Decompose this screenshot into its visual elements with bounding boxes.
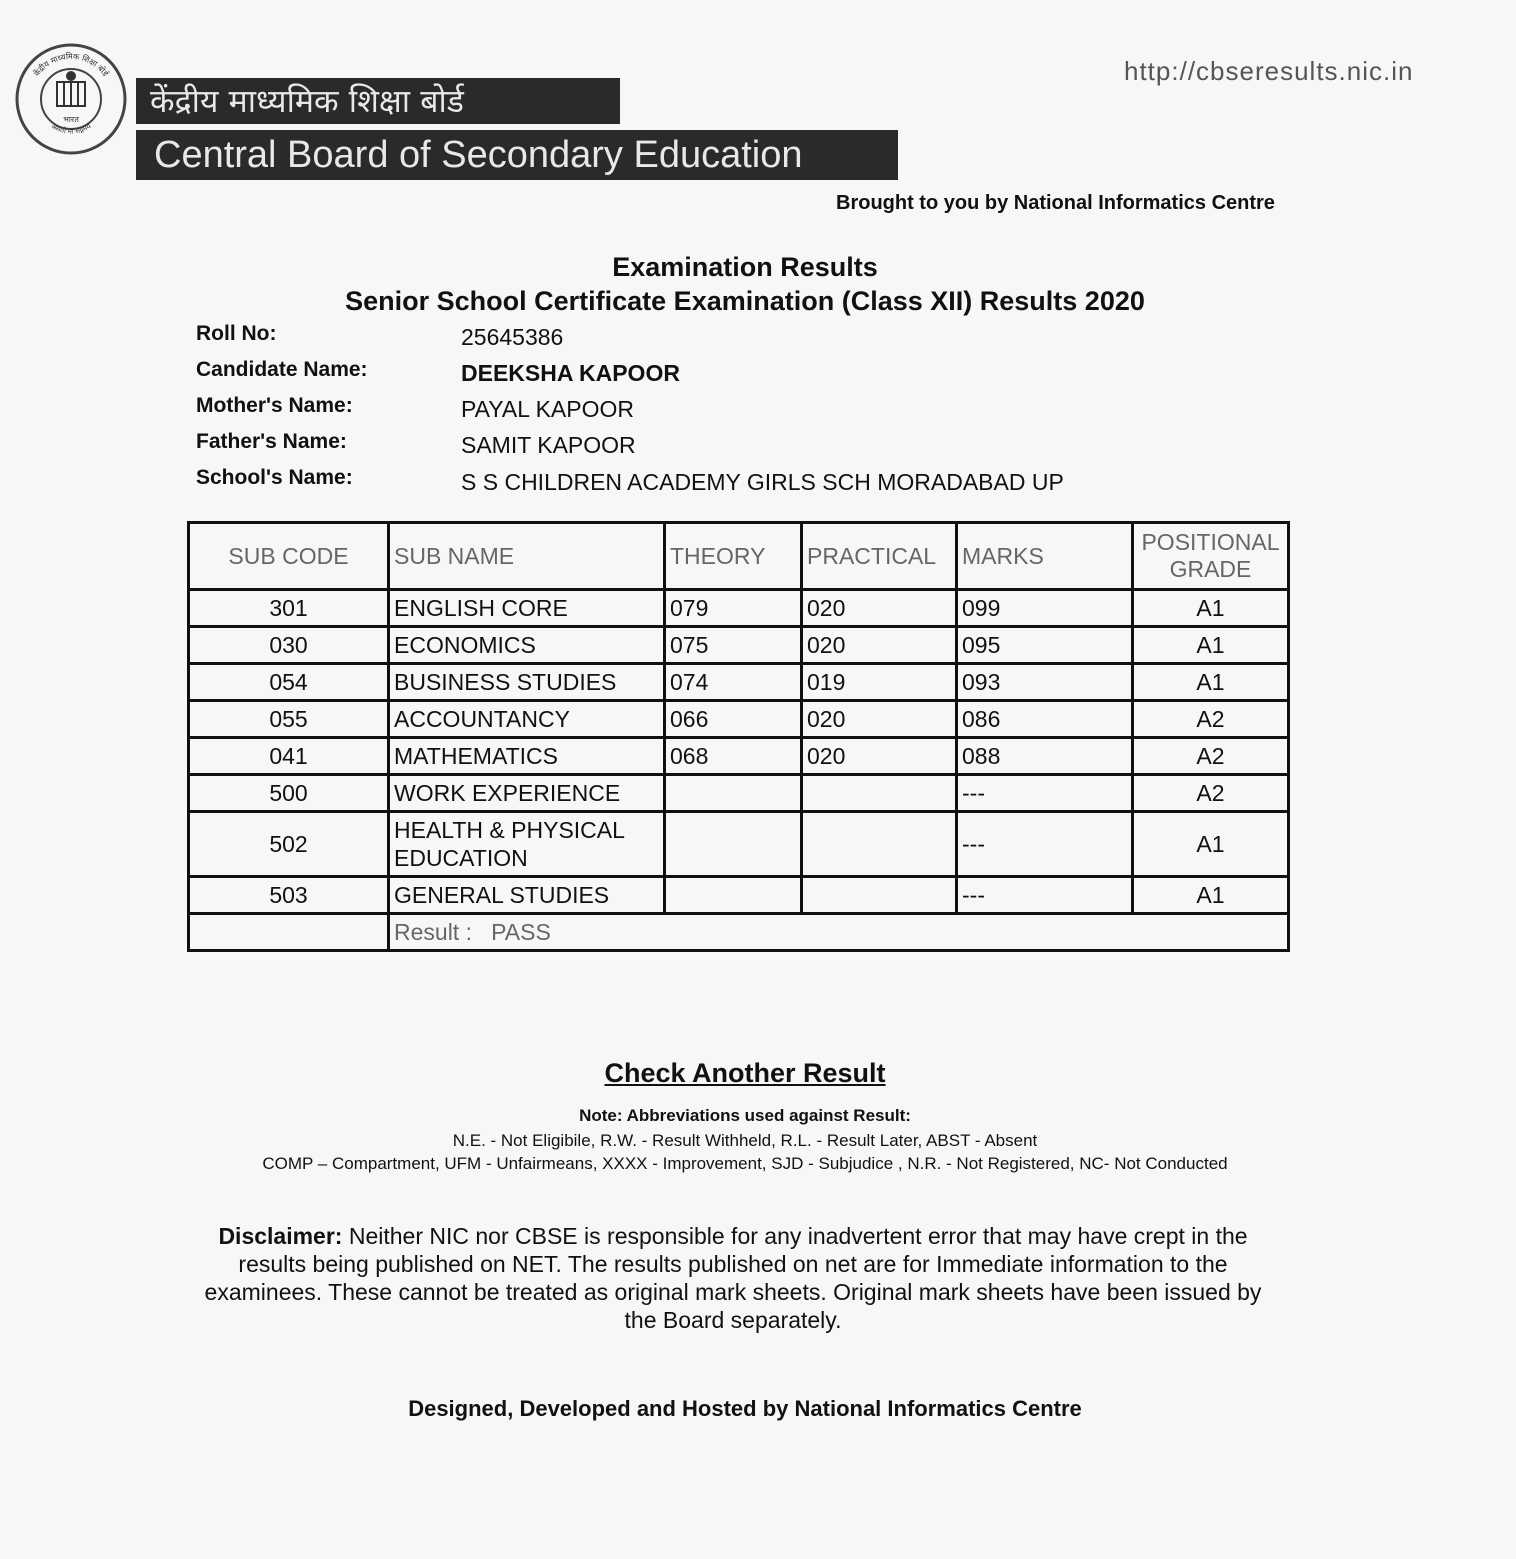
cbse-emblem-logo xyxy=(14,42,128,156)
header-sub-name: SUB NAME xyxy=(389,523,665,590)
designed-by-text: Designed, Developed and Hosted by National Informatics Centre xyxy=(408,1396,1082,1421)
sub-name: GENERAL STUDIES xyxy=(389,877,665,914)
sub-name: WORK EXPERIENCE xyxy=(389,775,665,812)
sub-name: ENGLISH CORE xyxy=(389,590,665,627)
practical-marks: 020 xyxy=(802,701,957,738)
practical-marks xyxy=(802,877,957,914)
check-another-result-link[interactable]: Check Another Result xyxy=(604,1058,886,1088)
sub-name: BUSINESS STUDIES xyxy=(389,664,665,701)
header-positional-grade xyxy=(1133,523,1289,590)
sub-code: 503 xyxy=(189,877,389,914)
brought-by-text: Brought to you by National Informatics Centre xyxy=(836,192,1275,214)
sub-name: ECONOMICS xyxy=(389,627,665,664)
header-grade: GRADE xyxy=(1169,556,1252,582)
candidate-name-value: DEEKSHA KAPOOR xyxy=(461,360,680,386)
sub-code: 041 xyxy=(189,738,389,775)
school-name-value: S S CHILDREN ACADEMY GIRLS SCH MORADABAD UP xyxy=(461,469,1064,495)
disclaimer-label: Disclaimer: xyxy=(218,1223,343,1249)
disclaimer xyxy=(186,1222,1280,1334)
sub-code: 030 xyxy=(189,627,389,664)
table-header-row xyxy=(189,523,1289,590)
result-cell xyxy=(389,914,1289,951)
roll-label: Roll No: xyxy=(196,322,277,345)
total-marks: 086 xyxy=(957,701,1133,738)
disclaimer-text: Neither NIC nor CBSE is responsible for any inadvertent error that may have crept in the results being published on NET. The results published on net are for Immediate information to the examinees. These cannot be treated as original mark sheets. Original mark sheets have been issued by the Board separately. xyxy=(204,1223,1262,1333)
header-positional: POSITIONAL xyxy=(1141,529,1280,555)
sub-code: 054 xyxy=(189,664,389,701)
total-marks: --- xyxy=(957,812,1133,877)
total-marks: 095 xyxy=(957,627,1133,664)
sub-name: HEALTH & PHYSICAL EDUCATION xyxy=(389,812,665,877)
total-marks: 088 xyxy=(957,738,1133,775)
theory-marks: 066 xyxy=(665,701,802,738)
positional-grade: A2 xyxy=(1133,775,1289,812)
positional-grade: A1 xyxy=(1133,664,1289,701)
table-row xyxy=(189,664,1289,701)
school-name-label: School's Name: xyxy=(196,466,353,489)
theory-marks: 075 xyxy=(665,627,802,664)
positional-grade: A1 xyxy=(1133,627,1289,664)
board-name-hindi: केंद्रीय माध्यमिक शिक्षा बोर्ड xyxy=(136,78,620,124)
theory-marks: 079 xyxy=(665,590,802,627)
exam-title: Examination Results xyxy=(612,252,878,282)
positional-grade: A1 xyxy=(1133,812,1289,877)
practical-marks xyxy=(802,775,957,812)
note-line-2: COMP – Compartment, UFM - Unfairmeans, XXXX - Improvement, SJD - Subjudice , N.R. - Not Registered, NC- Not Conducted xyxy=(262,1154,1228,1173)
site-url: http://cbseresults.nic.in xyxy=(1124,56,1414,86)
theory-marks: 074 xyxy=(665,664,802,701)
father-name-value: SAMIT KAPOOR xyxy=(461,432,636,458)
total-marks: 093 xyxy=(957,664,1133,701)
positional-grade: A1 xyxy=(1133,877,1289,914)
roll-value: 25645386 xyxy=(461,324,564,350)
table-row xyxy=(189,877,1289,914)
table-row xyxy=(189,775,1289,812)
emblem-text-bottom: असतो मा सद्गमय xyxy=(49,122,93,136)
results-table xyxy=(187,521,1290,952)
candidate-name-label: Candidate Name: xyxy=(196,358,368,381)
sub-code: 301 xyxy=(189,590,389,627)
note-title: Note: Abbreviations used against Result: xyxy=(579,1106,911,1125)
total-marks: --- xyxy=(957,775,1133,812)
positional-grade: A2 xyxy=(1133,701,1289,738)
father-name-label: Father's Name: xyxy=(196,430,347,453)
practical-marks: 020 xyxy=(802,738,957,775)
theory-marks: 068 xyxy=(665,738,802,775)
emblem-text-top: केंद्रीय माध्यमिक शिक्षा बोर्ड xyxy=(32,51,110,79)
note-line-1: N.E. - Not Eligibile, R.W. - Result Withheld, R.L. - Result Later, ABST - Absent xyxy=(452,1131,1038,1150)
header-marks: MARKS xyxy=(957,523,1133,590)
board-name-english: Central Board of Secondary Education xyxy=(136,130,898,180)
header-practical: PRACTICAL xyxy=(802,523,957,590)
result-row xyxy=(189,914,1289,951)
theory-marks xyxy=(665,812,802,877)
emblem-text-mid: भारत xyxy=(63,115,79,124)
header-sub-code: SUB CODE xyxy=(189,523,389,590)
practical-marks: 020 xyxy=(802,627,957,664)
table-row xyxy=(189,590,1289,627)
result-label: Result : xyxy=(394,918,472,945)
sub-code: 500 xyxy=(189,775,389,812)
sub-code: 502 xyxy=(189,812,389,877)
sub-code: 055 xyxy=(189,701,389,738)
mother-name-value: PAYAL KAPOOR xyxy=(461,396,634,422)
table-row xyxy=(189,701,1289,738)
practical-marks: 020 xyxy=(802,590,957,627)
result-value: PASS xyxy=(491,918,551,945)
exam-subtitle: Senior School Certificate Examination (Class XII) Results 2020 xyxy=(345,286,1145,316)
practical-marks xyxy=(802,812,957,877)
positional-grade: A1 xyxy=(1133,590,1289,627)
mother-name-label: Mother's Name: xyxy=(196,394,353,417)
sub-name: ACCOUNTANCY xyxy=(389,701,665,738)
theory-marks xyxy=(665,775,802,812)
sub-name: MATHEMATICS xyxy=(389,738,665,775)
theory-marks xyxy=(665,877,802,914)
positional-grade: A2 xyxy=(1133,738,1289,775)
practical-marks: 019 xyxy=(802,664,957,701)
result-empty-cell xyxy=(189,914,389,951)
total-marks: --- xyxy=(957,877,1133,914)
table-row xyxy=(189,812,1289,877)
table-row xyxy=(189,627,1289,664)
header-theory: THEORY xyxy=(665,523,802,590)
table-row xyxy=(189,738,1289,775)
total-marks: 099 xyxy=(957,590,1133,627)
